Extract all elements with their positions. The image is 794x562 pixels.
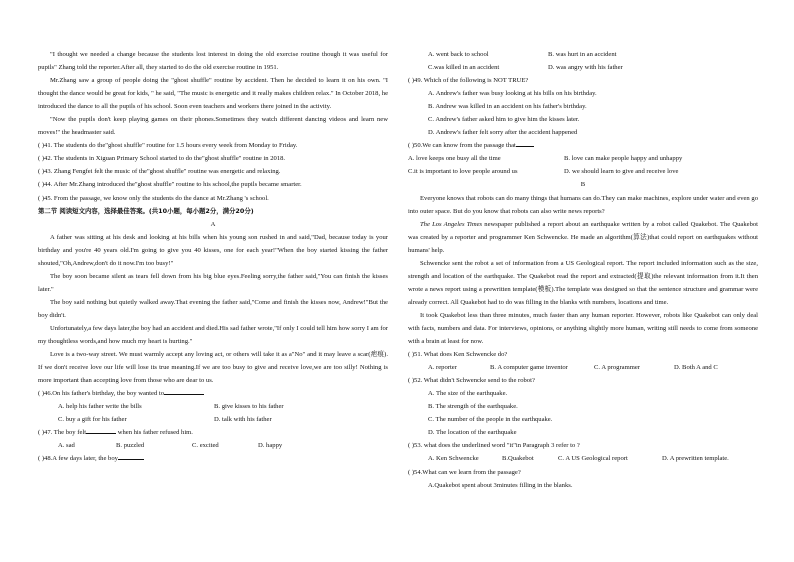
option-49c[interactable]: C. Andrew's father asked him to give him the kisses later. bbox=[428, 116, 580, 124]
question-51: ( )51. What does Ken Schwencke do? bbox=[408, 351, 508, 359]
question-47-text: ( )47. The boy felt bbox=[38, 429, 87, 437]
option-52c[interactable]: C. The number of the people in the earthquake. bbox=[428, 416, 553, 424]
option-49d[interactable]: D. Andrew's father felt sorry after the accident happened bbox=[428, 129, 578, 137]
option-51a[interactable]: A. reporter bbox=[428, 364, 457, 372]
option-52c-row bbox=[408, 413, 758, 426]
question-48-text: ( )48.A few days later, the boy bbox=[38, 455, 118, 463]
option-50b[interactable]: B. love can make people happy and unhappy bbox=[564, 155, 683, 163]
question-53: ( )53. what does the underlined word "it"in Paragraph 3 refer to ? bbox=[408, 442, 580, 450]
option-46c[interactable]: C. buy a gift for his father bbox=[58, 416, 127, 424]
question-47-tail: when his father refused him. bbox=[117, 429, 193, 437]
passage-b-letter: B bbox=[580, 181, 586, 189]
question-46 bbox=[38, 387, 388, 400]
option-50c[interactable]: C.it is important to love people around us bbox=[408, 168, 518, 176]
paragraph-zhang-learned: Mr.Zhang saw a group of people doing the "ghost shuffle" routine by accident. Then he decided to learn it on his own. "I thought the dance would be great for kids, " he said, "The music is energetic and it really makes children relax." In October 2018, he introduced the dance to all the pupils of his school. Soon even teachers and workers there joined in the activity. bbox=[38, 77, 388, 111]
option-52a-row bbox=[408, 387, 758, 400]
newspaper-name: The Los Angeles Times bbox=[420, 220, 483, 228]
question-48 bbox=[38, 452, 388, 465]
option-52b-row bbox=[408, 400, 758, 413]
question-48-options-row1 bbox=[408, 48, 758, 61]
paragraph-b2 bbox=[408, 218, 758, 257]
option-53b[interactable]: B.Quakebot bbox=[502, 455, 534, 463]
paragraph-b4: It took Quakebot less than three minutes, much faster than any human reporter. However, robots like Quakebot can only deal with facts, numbers and data. For interviews, opinions, or anything slightly more human, writing still needs to come from someone with a brain at least for now. bbox=[408, 311, 758, 346]
option-49b[interactable]: B. Andrew was killed in an accident on his father's birthday. bbox=[428, 103, 587, 111]
option-46a[interactable]: A. help his father write the bills bbox=[58, 403, 142, 411]
option-53d[interactable]: D. A prewritten template. bbox=[662, 455, 729, 463]
answer-blank[interactable] bbox=[516, 139, 534, 147]
paragraph-headmaster: "Now the pupils don't keep playing games on their phones.Sometimes they watch different dancing videos and learn new moves!" the headmaster said. bbox=[38, 116, 388, 137]
left-column bbox=[38, 48, 388, 466]
option-49a[interactable]: A. Andrew's father was busy looking at his bills on his birthday. bbox=[428, 90, 597, 98]
option-49a-row bbox=[408, 87, 758, 100]
question-50 bbox=[408, 139, 758, 152]
option-50a[interactable]: A. love keeps one busy all the time bbox=[408, 155, 501, 163]
answer-blank[interactable] bbox=[164, 387, 204, 395]
paragraph-zhang-quote: "I thought we needed a change because the students lost interest in doing the old exercise routine though it was useful for pupils" Zhang told the reporter.After all, they started to do the old exercise routine in 1951. bbox=[38, 51, 388, 72]
option-49d-row bbox=[408, 126, 758, 139]
question-48-options-row2 bbox=[408, 61, 758, 74]
option-47a[interactable]: A. sad bbox=[58, 442, 75, 450]
option-48c[interactable]: C.was killed in an accident bbox=[428, 64, 500, 72]
paragraph-a3: The boy said nothing but quietly walked away.That evening the father said,"Come and finish the kisses now, Andrew!"But the boy didn't. bbox=[38, 298, 388, 319]
section-heading: 第二节 阅读短文内容，选择最佳答案。(共10小题，每小题2分，满分20分) bbox=[38, 206, 254, 215]
paragraph-b2-text: newspaper published a report about an earthquake written by a robot called Quakebot. The Quakebot was created by a reporter and programmer Ken Schwencke. He made an algorithm(算法)that could report on earthquakes without humans' help. bbox=[408, 220, 758, 254]
passage-a-letter: A bbox=[210, 220, 216, 228]
option-49b-row bbox=[408, 100, 758, 113]
option-48d[interactable]: D. was angry with his father bbox=[548, 64, 623, 72]
question-52: ( )52. What didn't Schwencke send to the robot? bbox=[408, 377, 535, 385]
option-47b[interactable]: B. puzzled bbox=[116, 442, 145, 450]
option-46b[interactable]: B. give kisses to his father bbox=[214, 403, 284, 411]
paragraph-b1: Everyone knows that robots can do many things that humans can do.They can make machines, explore under water and even go into outer space. But do you know that robots can also write news reports? bbox=[408, 194, 758, 215]
question-53-options bbox=[408, 452, 758, 465]
option-47c[interactable]: C. excited bbox=[192, 442, 219, 450]
right-column bbox=[408, 48, 758, 492]
option-52b[interactable]: B. The strength of the earthquake. bbox=[428, 403, 518, 411]
question-50-options-row2 bbox=[408, 165, 758, 178]
question-43: ( )43. Zhang Fengfei felt the music of the"ghost shuffle" routine was energetic and relaxing. bbox=[38, 168, 281, 176]
question-44: ( )44. After Mr.Zhang introduced the"ghost shuffle" routine to his school,the pupils became smarter. bbox=[38, 181, 302, 189]
option-50d[interactable]: D. we should learn to give and receive love bbox=[564, 168, 679, 176]
paragraph-a2: The boy soon became silent as tears fell down from his big blue eyes.Feeling sorry,the father said,"You can finish the kisses later." bbox=[38, 272, 388, 293]
option-54a[interactable]: A.Quakebot spent about 3minutes filling in the blanks. bbox=[428, 481, 573, 489]
option-46d[interactable]: D. talk with his father bbox=[214, 416, 272, 424]
question-41: ( )41. The students do the"ghost shuffle" routine for 1.5 hours every week from Monday to Friday. bbox=[38, 142, 298, 150]
question-46-options-row1 bbox=[38, 400, 388, 413]
option-51b[interactable]: B. A computer game inventor bbox=[490, 364, 568, 372]
option-53a[interactable]: A. Ken Schwencke bbox=[428, 455, 479, 463]
option-54a-row bbox=[408, 479, 758, 492]
question-46-options-row2 bbox=[38, 413, 388, 426]
question-54: ( )54.What can we learn from the passage? bbox=[408, 468, 521, 476]
option-47d[interactable]: D. happy bbox=[258, 442, 283, 450]
answer-blank[interactable] bbox=[118, 452, 144, 460]
question-51-options bbox=[408, 361, 758, 374]
option-49c-row bbox=[408, 113, 758, 126]
paragraph-b3: Schwencke sent the robot a set of information from a US Geological report. The report included information such as the size, strength and location of the earthquake. The Quakebot read the report and extracted(提取)the relevant information from it.It then wrote a news report using a prewritten template(模板).The template was designed so that the sentence structure and grammar were already correct. All Quakebot had to do was filling in the blanks with numbers, locations and time. bbox=[408, 259, 758, 306]
option-52a[interactable]: A. The size of the earthquake. bbox=[428, 390, 508, 398]
question-50-text: ( )50.We can know from the passage that bbox=[408, 142, 516, 150]
question-47-options bbox=[38, 439, 388, 452]
option-51d[interactable]: D. Both A and C bbox=[674, 364, 718, 372]
option-52d[interactable]: D. The location of the earthquake bbox=[428, 429, 517, 437]
option-53c[interactable]: C. A US Geological report bbox=[558, 455, 628, 463]
option-52d-row bbox=[408, 426, 758, 439]
option-48b[interactable]: B. was hurt in an accident bbox=[548, 51, 617, 58]
answer-blank[interactable] bbox=[86, 426, 116, 434]
question-42: ( )42. The students in Xiguan Primary School started to do the"ghost shuffle" routine in 2018. bbox=[38, 155, 286, 163]
paragraph-a5: Love is a two-way street. We must warmly accept any loving act, or others will take it as a"No" and it may leave a scar(疤痕). If we don't receive love our life will lose its true meaning.If we are too busy to give and receive love,we are too silly! Nothing is more important than accepting love from those who are dear to us. bbox=[38, 351, 388, 385]
paragraph-a1: A father was sitting at his desk and looking at his bills when his young son rushed in and said,"Dad, because today is your birthday and you're 40 years old.I'm going to give you 40 kisses, one for each year!"When the boy started kissing the father shouted,"Oh,Andrew,don't do it now.I'm too busy!" bbox=[38, 233, 388, 267]
question-49: ( )49. Which of the following is NOT TRUE? bbox=[408, 77, 529, 85]
question-45: ( )45. From the passage, we know only the students do the dance at Mr.Zhang 's school. bbox=[38, 194, 269, 202]
question-50-options-row1 bbox=[408, 152, 758, 165]
option-48a[interactable]: A. went back to school bbox=[428, 51, 489, 58]
question-46-text: ( )46.On his father's birthday, the boy wanted to bbox=[38, 390, 165, 398]
question-47 bbox=[38, 426, 388, 439]
paragraph-a4: Unfortunately,a few days later,the boy had an accident and died.His sad father wrote,"If only I could tell him how sorry I am for my thoughtless words,and how much my heart is hurting." bbox=[38, 324, 388, 346]
option-51c[interactable]: C. A programmer bbox=[594, 364, 640, 372]
